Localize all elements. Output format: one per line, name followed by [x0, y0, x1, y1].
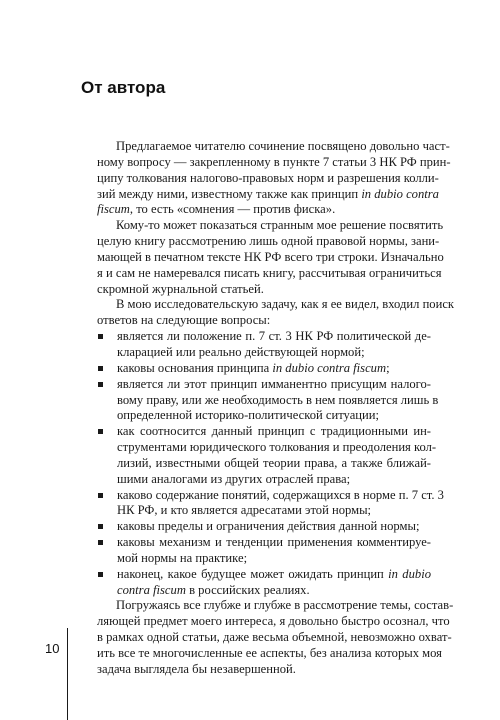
list-item	[97, 487, 444, 520]
text-line: целую книгу рассмотрению лишь одной правовой нормы, зани-	[97, 234, 440, 249]
text-line	[117, 583, 431, 599]
text-line: как соотносится данный принцип с традиционными ин-	[117, 424, 431, 439]
text-line	[117, 567, 431, 583]
latin-term: contra fiscum	[117, 582, 186, 597]
text-line: каковы пределы и ограничения действия данной нормы;	[117, 519, 420, 534]
section-heading: От автора	[81, 78, 166, 97]
latin-term: in dubio	[388, 566, 431, 581]
page-number-rule	[67, 628, 68, 720]
text-line: кларацией или реально действующей нормой;	[117, 344, 365, 359]
text-line: ить все те многочисленные ее аспекты, без анализа которых моя	[97, 646, 442, 660]
list-item	[97, 535, 431, 567]
bullet-marker	[98, 429, 103, 434]
bullet-marker	[98, 524, 103, 529]
text-line: я и сам не намеревался писать книгу, рассчитывая ограничиться	[97, 265, 442, 280]
body-text	[97, 139, 455, 678]
text-line: ципу толкования налогово-правовых норм и разрешения колли-	[97, 170, 439, 185]
text-line: Кому-то может показаться странным мое решение посвятить	[116, 218, 444, 233]
list-item	[97, 329, 431, 361]
text-line: скромной журнальной статьей.	[97, 281, 264, 296]
text-line: лизий, известными общей теории права, а также ближай-	[117, 455, 431, 470]
latin-term: in dubio contra	[361, 186, 439, 201]
text-line: определенной историко-политической ситуации;	[117, 408, 379, 423]
list-item	[97, 424, 437, 487]
text-line: каково содержание понятий, содержащихся в норме п. 7 ст. 3	[117, 487, 444, 502]
text-run: в российских реалиях.	[185, 582, 310, 597]
text-line: задача выглядела бы незавершенной.	[97, 661, 296, 676]
text-line	[97, 202, 431, 218]
text-run: зий между ними, известному также как принцип	[97, 186, 362, 201]
latin-term: fiscum	[97, 202, 130, 217]
text-run: каковы основания принципа	[117, 360, 273, 375]
text-run: наконец, какое будущее может ожидать принцип	[117, 566, 389, 581]
text-line: ному вопросу — закрепленному в пункте 7 статьи 3 НК РФ прин-	[97, 154, 451, 169]
paragraph-1	[97, 139, 451, 218]
text-line: мой нормы на практике;	[117, 550, 248, 565]
bullet-marker	[98, 493, 103, 498]
text-line: ляющей предмет моего интереса, я довольно быстро осознал, что	[97, 614, 450, 629]
text-line: В мою исследовательскую задачу, как я ее видел, входил поиск	[116, 297, 455, 312]
text-line: Предлагаемое читателю сочинение посвящено довольно част-	[116, 139, 450, 153]
bullet-list	[97, 329, 444, 598]
text-line: шими аналогами из других отраслей права;	[117, 471, 351, 486]
bullet-marker	[98, 366, 103, 371]
text-run: ;	[386, 360, 390, 375]
bullet-marker	[98, 334, 103, 339]
text-line: Погружаясь все глубже и глубже в рассмотрение темы, состав-	[116, 598, 454, 613]
text-line	[97, 186, 439, 203]
text-line	[117, 361, 431, 377]
text-line: вому праву, или же необходимость в нем появляется лишь в	[117, 392, 439, 407]
list-item	[97, 376, 439, 425]
latin-term: in dubio contra fiscum	[272, 360, 387, 375]
text-line: струментами юридического толкования и преодоления кол-	[117, 440, 437, 455]
text-line: является ли положение п. 7 ст. 3 НК РФ политической де-	[117, 329, 431, 344]
bullet-marker	[98, 572, 103, 577]
list-item	[97, 361, 431, 377]
list-item	[97, 519, 431, 535]
list-item	[97, 567, 431, 599]
text-line: является ли этот принцип имманентно присущим налого-	[117, 376, 431, 391]
bullet-marker	[98, 540, 103, 545]
text-line: в рамках одной статьи, даже весьма объемной, невозможно охват-	[97, 630, 452, 645]
text-line: мающей в печатном тексте НК РФ всего три строки. Изначально	[97, 249, 444, 264]
paragraph-4	[97, 598, 454, 677]
text-line: каковы механизм и тенденции применения комментируе-	[117, 535, 431, 550]
text-line: НК РФ, и кто является адресатами этой нормы;	[117, 503, 372, 518]
text-run: , то есть «сомнения — против фиска».	[129, 202, 336, 217]
paragraph-2	[97, 218, 444, 297]
paragraph-3	[97, 297, 455, 329]
page-number: 10	[45, 641, 60, 656]
text-line: ответов на следующие вопросы:	[97, 313, 271, 328]
bullet-marker	[98, 382, 103, 387]
